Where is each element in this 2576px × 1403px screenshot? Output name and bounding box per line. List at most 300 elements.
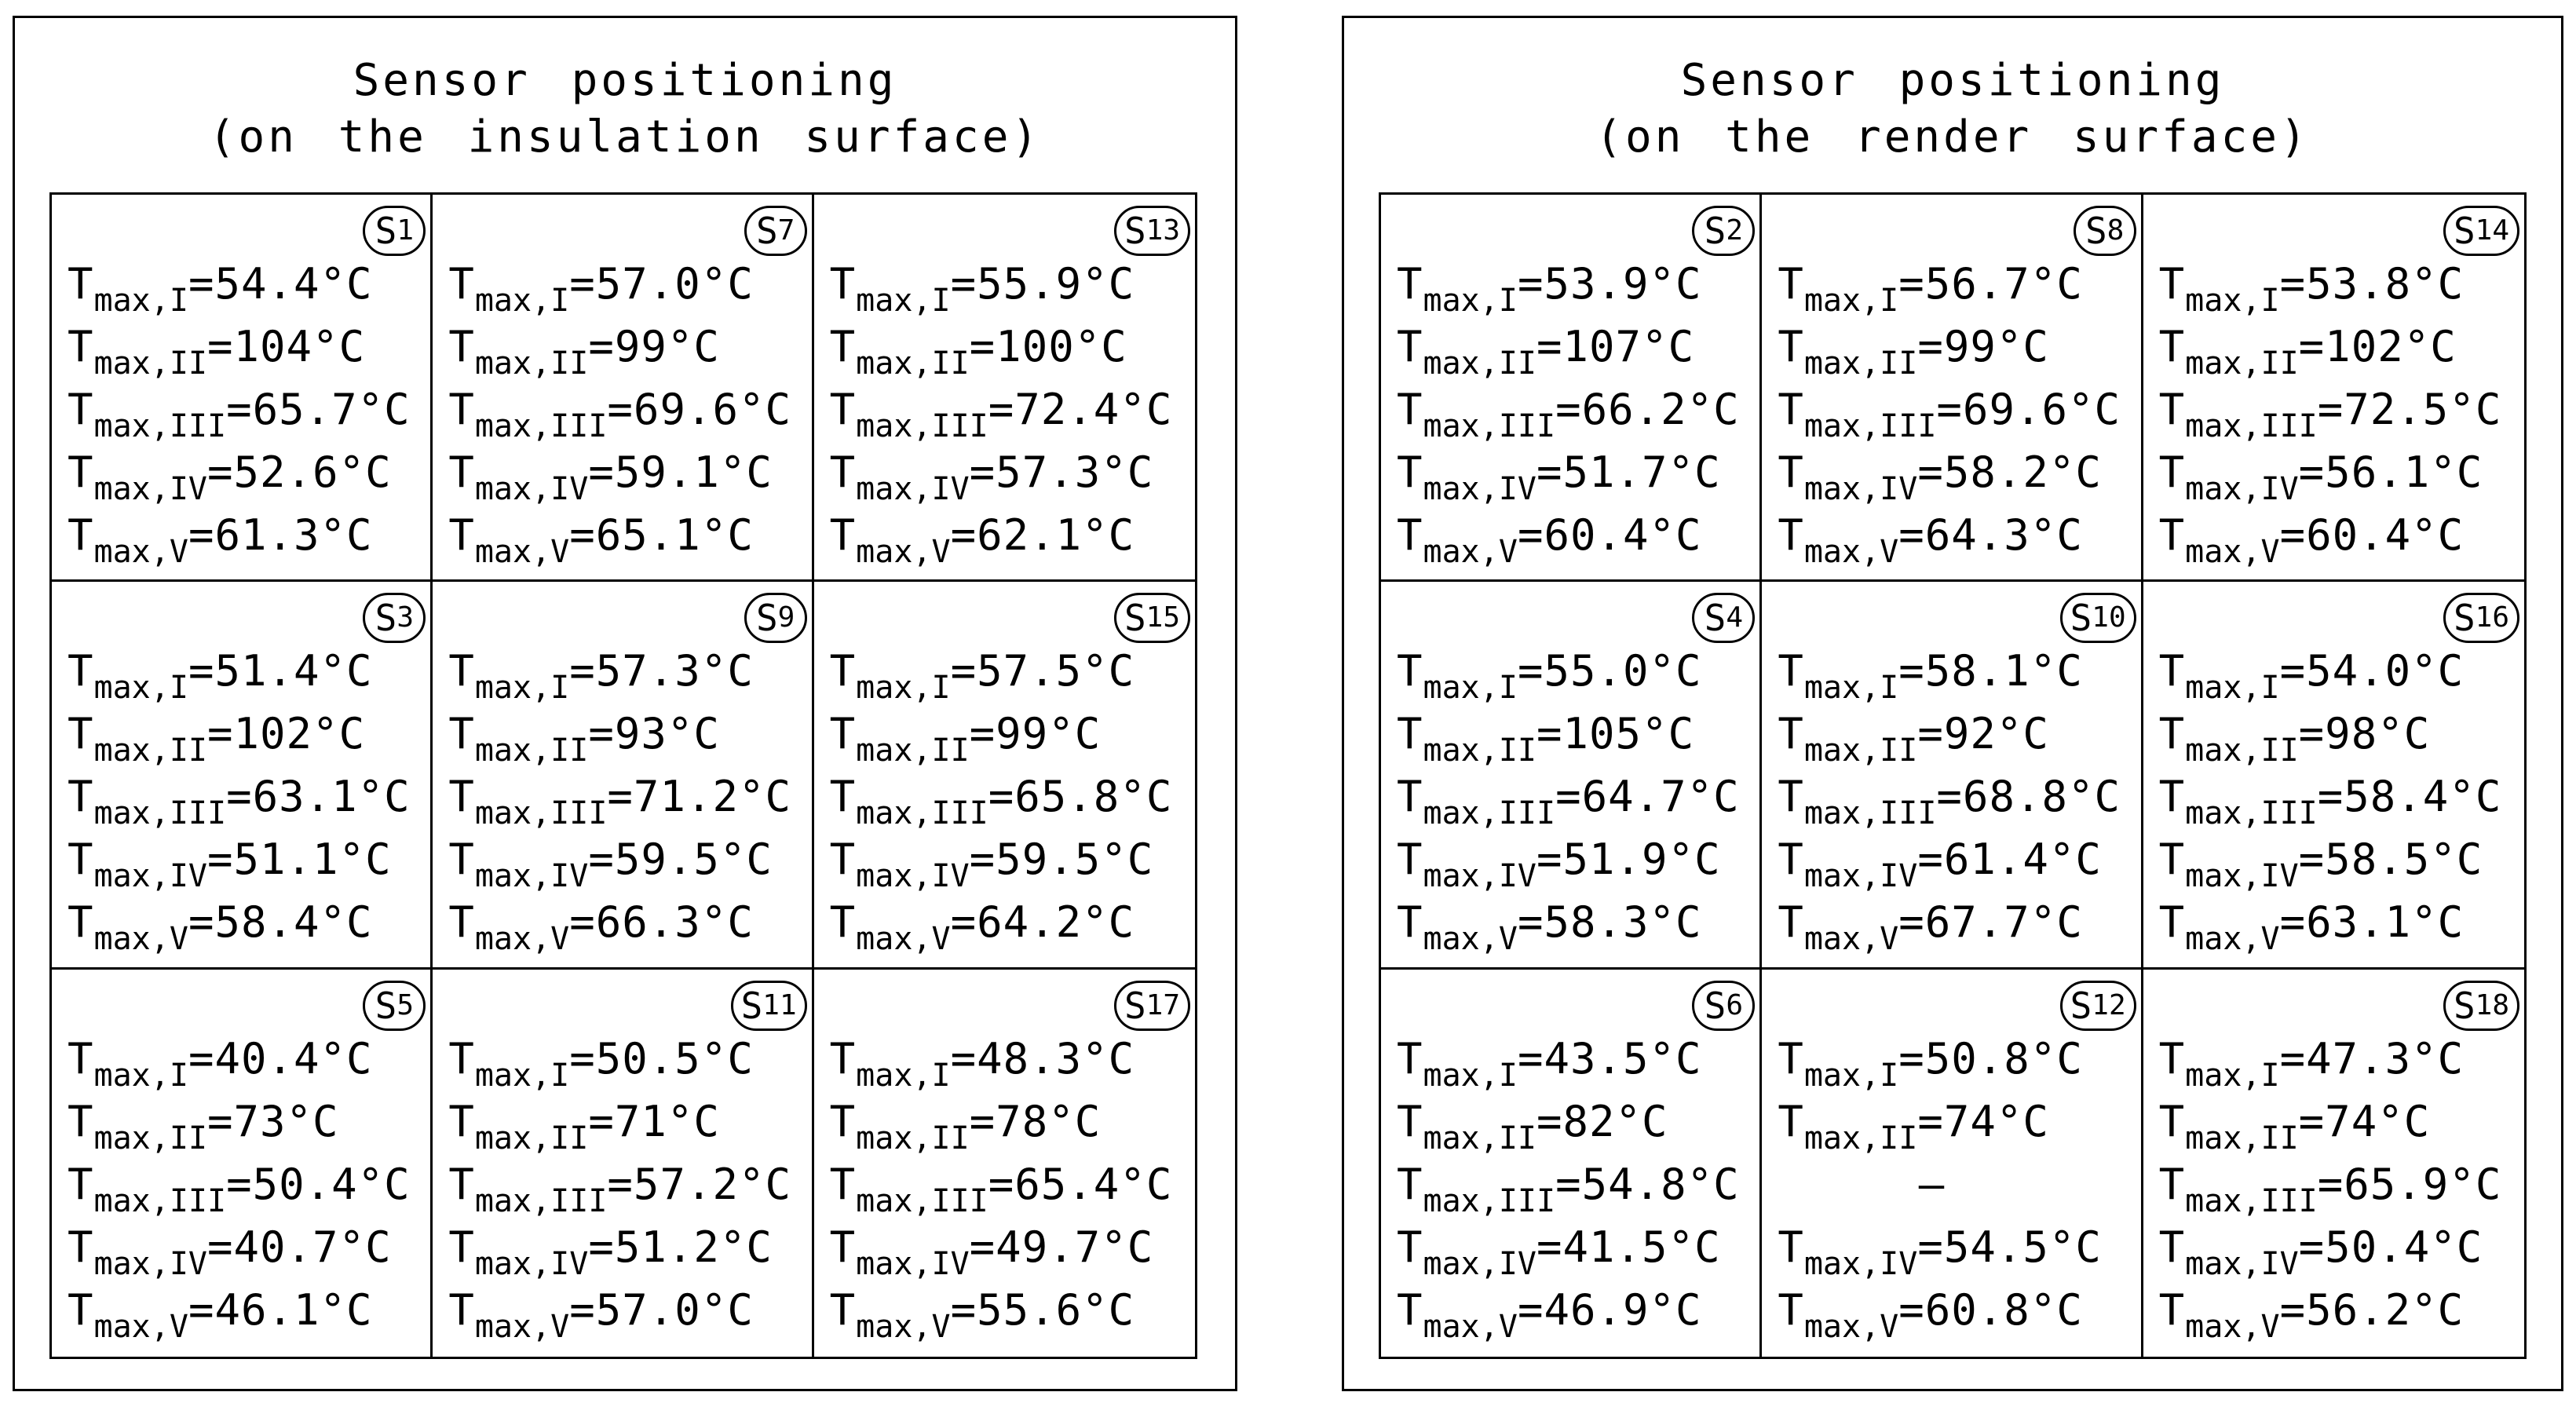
reading-subscript: max,III bbox=[2185, 1182, 2318, 1219]
temperature-reading: $T_{max,I}=55.0^\circ C$ bbox=[1397, 646, 1702, 707]
temperature-reading: $T_{max,II}=74^\circ C$ bbox=[1778, 1096, 2049, 1156]
temperature-reading: $T_{max,III}=65.8^\circ C$ bbox=[829, 772, 1173, 832]
sensor-label: S 6 bbox=[1692, 981, 1755, 1031]
reading-value: =71.2°C bbox=[607, 772, 791, 822]
temperature-reading: $T_{max,V}=60.4^\circ C$ bbox=[2158, 510, 2465, 570]
reading-subscript: max,III bbox=[1423, 408, 1556, 444]
reading-value: =65.7°C bbox=[226, 385, 411, 434]
reading-subscript: max,IV bbox=[1803, 858, 1918, 895]
reading-subscript: max,IV bbox=[1423, 1245, 1537, 1282]
sensor-cell bbox=[814, 195, 1195, 582]
reading-value: =43.5°C bbox=[1517, 1033, 1702, 1083]
reading-value: =72.5°C bbox=[2317, 385, 2502, 434]
reading-subscript: max,III bbox=[1423, 795, 1556, 832]
temperature-reading: $T_{max,V}=58.4^\circ C$ bbox=[68, 897, 373, 958]
reading-subscript: max,V bbox=[1803, 921, 1899, 958]
temperature-reading: $T_{max,IV}=51.7^\circ C$ bbox=[1397, 448, 1721, 507]
reading-value: =66.2°C bbox=[1555, 385, 1740, 434]
reading-value: =61.3°C bbox=[188, 510, 373, 560]
reading-subscript: max,I bbox=[1803, 670, 1899, 707]
temperature-reading: $T_{max,IV}=52.6^\circ C$ bbox=[68, 448, 392, 507]
reading-value: =50.4°C bbox=[226, 1159, 411, 1209]
sensor-cell bbox=[433, 195, 813, 582]
reading-subscript: max,IV bbox=[1423, 858, 1537, 895]
temperature-reading: $T_{max,I}=57.5^\circ C$ bbox=[829, 646, 1135, 707]
reading-value: =46.1°C bbox=[188, 1284, 373, 1335]
temperature-reading: $T_{max,IV}=61.4^\circ C$ bbox=[1778, 835, 2102, 895]
reading-value: =49.7°C bbox=[969, 1222, 1154, 1272]
temperature-reading: $T_{max,III}=65.4^\circ C$ bbox=[829, 1159, 1173, 1219]
temperature-reading: $T_{max,II}=104^\circ C$ bbox=[68, 322, 366, 382]
reading-subscript: max,V bbox=[2185, 1308, 2280, 1345]
sensor-cell bbox=[52, 195, 433, 582]
temperature-reading: $T_{max,II}=92^\circ C$ bbox=[1778, 709, 2049, 769]
temperature-reading: $T_{max,II}=105^\circ C$ bbox=[1397, 709, 1695, 769]
render-surface-panel bbox=[1342, 16, 2563, 1391]
reading-value: =62.1°C bbox=[950, 510, 1135, 560]
temperature-reading: $T_{max,IV}=58.2^\circ C$ bbox=[1778, 448, 2102, 507]
temperature-reading: $T_{max,I}=58.1^\circ C$ bbox=[1778, 646, 2083, 707]
reading-value: =99°C bbox=[588, 322, 720, 371]
temperature-reading: $T_{max,III}=72.5^\circ C$ bbox=[2158, 385, 2502, 444]
sensor-label: S 4 bbox=[1692, 593, 1755, 643]
temperature-reading: $T_{max,II}=99^\circ C$ bbox=[1778, 322, 2049, 382]
reading-value: =51.7°C bbox=[1536, 448, 1721, 497]
reading-value: =56.1°C bbox=[2298, 448, 2483, 497]
reading-subscript: max,III bbox=[2185, 795, 2318, 832]
reading-value: =98°C bbox=[2298, 709, 2431, 759]
reading-subscript: max,I bbox=[1803, 1057, 1899, 1094]
temperature-reading: $T_{max,II}=107^\circ C$ bbox=[1397, 322, 1695, 382]
readings-list bbox=[448, 1028, 803, 1345]
reading-subscript: max,IV bbox=[474, 471, 589, 507]
temperature-reading: $T_{max,III}=69.6^\circ C$ bbox=[1778, 385, 2121, 444]
insulation-surface-panel bbox=[13, 16, 1237, 1391]
readings-list bbox=[829, 640, 1187, 958]
sensor-number: 2 bbox=[1726, 214, 1744, 247]
reading-value: =56.2°C bbox=[2279, 1284, 2465, 1335]
sensor-label: S 9 bbox=[744, 593, 807, 643]
reading-value: =60.4°C bbox=[2279, 510, 2465, 560]
reading-subscript: max,II bbox=[2185, 1120, 2299, 1156]
reading-value: =58.4°C bbox=[2317, 772, 2502, 822]
reading-value: =58.1°C bbox=[1898, 646, 2083, 696]
sensor-number: 13 bbox=[1145, 214, 1180, 247]
reading-subscript: max,I bbox=[2185, 283, 2280, 319]
reading-subscript: max,II bbox=[474, 1120, 589, 1156]
reading-subscript: max,V bbox=[1423, 921, 1518, 958]
readings-list bbox=[1778, 253, 2132, 570]
temperature-reading: $T_{max,I}=54.4^\circ C$ bbox=[68, 259, 373, 319]
readings-list bbox=[2158, 640, 2516, 958]
reading-subscript: max,I bbox=[2185, 670, 2280, 707]
reading-subscript: max,I bbox=[93, 1057, 188, 1094]
reading-subscript: max,II bbox=[856, 733, 970, 769]
reading-subscript: max,I bbox=[93, 670, 188, 707]
temperature-reading: $T_{max,V}=67.7^\circ C$ bbox=[1778, 897, 2083, 958]
temperature-reading: $T_{max,II}=99^\circ C$ bbox=[829, 709, 1102, 769]
sensor-cell bbox=[2143, 970, 2524, 1357]
reading-value: =102°C bbox=[2298, 322, 2457, 371]
reading-subscript: max,IV bbox=[1803, 1245, 1918, 1282]
reading-value: =69.6°C bbox=[1936, 385, 2121, 434]
reading-subscript: max,III bbox=[856, 1182, 988, 1219]
reading-value: =57.2°C bbox=[607, 1159, 791, 1209]
temperature-reading: $T_{max,I}=57.0^\circ C$ bbox=[448, 259, 754, 319]
temperature-reading: $T_{max,V}=63.1^\circ C$ bbox=[2158, 897, 2465, 958]
reading-value: =59.5°C bbox=[588, 835, 773, 885]
reading-value: =65.4°C bbox=[988, 1159, 1173, 1209]
reading-value: =92°C bbox=[1917, 709, 2049, 759]
temperature-reading: $T_{max,V}=65.1^\circ C$ bbox=[448, 510, 754, 570]
reading-value: =48.3°C bbox=[950, 1033, 1135, 1083]
reading-value: =65.1°C bbox=[569, 510, 754, 560]
temperature-reading: $T_{max,III}=71.2^\circ C$ bbox=[448, 772, 791, 832]
reading-value: =58.3°C bbox=[1517, 897, 1702, 948]
reading-value: =102°C bbox=[207, 709, 366, 759]
reading-subscript: max,V bbox=[1803, 534, 1899, 570]
sensor-label: S 12 bbox=[2060, 981, 2136, 1031]
reading-value: =68.8°C bbox=[1936, 772, 2121, 822]
reading-subscript: max,I bbox=[474, 1057, 570, 1094]
temperature-reading: $T_{max,V}=61.3^\circ C$ bbox=[68, 510, 373, 570]
sensor-number: 18 bbox=[2475, 988, 2509, 1021]
reading-subscript: max,V bbox=[474, 921, 570, 958]
reading-value: =54.4°C bbox=[188, 259, 373, 309]
reading-subscript: max,I bbox=[856, 670, 951, 707]
temperature-reading: $T_{max,III}=64.7^\circ C$ bbox=[1397, 772, 1740, 832]
reading-value: =58.4°C bbox=[188, 897, 373, 948]
temperature-reading: $T_{max,V}=60.4^\circ C$ bbox=[1397, 510, 1702, 570]
reading-value: =74°C bbox=[2298, 1096, 2431, 1146]
temperature-reading: $T_{max,II}=102^\circ C$ bbox=[68, 709, 366, 769]
sensor-number: 6 bbox=[1726, 988, 1744, 1021]
temperature-reading: $T_{max,V}=58.3^\circ C$ bbox=[1397, 897, 1702, 958]
reading-subscript: max,V bbox=[1423, 1308, 1518, 1345]
reading-subscript: max,I bbox=[1423, 283, 1518, 319]
reading-subscript: max,I bbox=[474, 283, 570, 319]
reading-value: =46.9°C bbox=[1517, 1284, 1702, 1335]
reading-value: =65.9°C bbox=[2317, 1159, 2502, 1209]
temperature-reading: $T_{max,II}=71^\circ C$ bbox=[448, 1096, 720, 1156]
readings-list bbox=[68, 640, 422, 958]
temperature-reading: $T_{max,IV}=56.1^\circ C$ bbox=[2158, 448, 2483, 507]
sensor-label: S 11 bbox=[731, 981, 807, 1031]
sensor-number: 4 bbox=[1726, 601, 1744, 634]
reading-subscript: max,V bbox=[474, 534, 570, 570]
reading-value: =107°C bbox=[1536, 322, 1695, 371]
reading-value: =63.1°C bbox=[2279, 897, 2465, 948]
reading-value: =57.3°C bbox=[969, 448, 1154, 497]
reading-subscript: max,II bbox=[93, 345, 208, 382]
reading-value: =64.3°C bbox=[1898, 510, 2083, 560]
reading-subscript: max,III bbox=[856, 795, 988, 832]
reading-subscript: max,V bbox=[2185, 534, 2280, 570]
temperature-reading: $T_{max,I}=53.8^\circ C$ bbox=[2158, 259, 2465, 319]
readings-list bbox=[448, 640, 803, 958]
sensor-cell bbox=[1381, 970, 1762, 1357]
reading-value: =71°C bbox=[588, 1096, 720, 1146]
sensor-cell bbox=[814, 970, 1195, 1357]
temperature-reading: $T_{max,II}=82^\circ C$ bbox=[1397, 1096, 1668, 1156]
temperature-reading: $T_{max,IV}=50.4^\circ C$ bbox=[2158, 1222, 2483, 1282]
readings-list bbox=[1778, 1028, 2132, 1345]
sensor-label: S 5 bbox=[363, 981, 426, 1031]
readings-list bbox=[829, 253, 1187, 570]
reading-subscript: max,IV bbox=[2185, 858, 2299, 895]
sensor-number: 10 bbox=[2092, 601, 2126, 634]
reading-value: =67.7°C bbox=[1898, 897, 2083, 948]
temperature-reading: $T_{max,II}=102^\circ C$ bbox=[2158, 322, 2457, 382]
reading-value: =47.3°C bbox=[2279, 1033, 2465, 1083]
reading-subscript: max,I bbox=[1423, 670, 1518, 707]
reading-subscript: max,IV bbox=[856, 1245, 970, 1282]
temperature-reading: $T_{max,I}=54.0^\circ C$ bbox=[2158, 646, 2465, 707]
sensor-number: 5 bbox=[396, 988, 415, 1021]
reading-subscript: max,IV bbox=[856, 858, 970, 895]
reading-subscript: max,III bbox=[474, 1182, 608, 1219]
temperature-reading: $T_{max,IV}=51.9^\circ C$ bbox=[1397, 835, 1721, 895]
temperature-reading: $T_{max,III}=66.2^\circ C$ bbox=[1397, 385, 1740, 444]
temperature-reading: $T_{max,V}=55.6^\circ C$ bbox=[829, 1284, 1135, 1345]
reading-subscript: max,V bbox=[474, 1308, 570, 1345]
reading-value: =53.8°C bbox=[2279, 259, 2465, 309]
panel-title bbox=[1344, 53, 2561, 166]
temperature-reading: $T_{max,V}=62.1^\circ C$ bbox=[829, 510, 1135, 570]
reading-subscript: max,II bbox=[1803, 733, 1918, 769]
reading-value: =65.8°C bbox=[988, 772, 1173, 822]
reading-subscript: max,III bbox=[856, 408, 988, 444]
reading-subscript: max,V bbox=[93, 921, 188, 958]
reading-value: =51.1°C bbox=[207, 835, 392, 885]
reading-subscript: max,IV bbox=[1423, 471, 1537, 507]
reading-subscript: max,V bbox=[2185, 921, 2280, 958]
reading-subscript: max,III bbox=[474, 408, 608, 444]
sensor-number: 15 bbox=[1145, 601, 1180, 634]
temperature-reading: $T_{max,I}=43.5^\circ C$ bbox=[1397, 1033, 1702, 1094]
sensor-label: S 16 bbox=[2443, 593, 2519, 643]
sensor-cell bbox=[1762, 195, 2143, 582]
temperature-reading: $T_{max,III}=65.9^\circ C$ bbox=[2158, 1159, 2502, 1219]
reading-value: =82°C bbox=[1536, 1096, 1668, 1146]
reading-subscript: max,III bbox=[474, 795, 608, 832]
sensor-label: S 1 bbox=[363, 206, 426, 256]
sensor-grid bbox=[49, 192, 1197, 1359]
reading-value: =93°C bbox=[588, 709, 720, 759]
temperature-reading: $T_{max,V}=66.3^\circ C$ bbox=[448, 897, 754, 958]
reading-subscript: max,V bbox=[856, 921, 951, 958]
sensor-number: 14 bbox=[2475, 214, 2509, 247]
sensor-cell bbox=[1381, 195, 1762, 582]
reading-subscript: max,III bbox=[1423, 1182, 1556, 1219]
temperature-reading: $T_{max,III}=72.4^\circ C$ bbox=[829, 385, 1173, 444]
sensor-number: 1 bbox=[396, 214, 415, 247]
reading-subscript: max,III bbox=[1803, 408, 1937, 444]
temperature-reading: $T_{max,V}=57.0^\circ C$ bbox=[448, 1284, 754, 1345]
sensor-label: S 18 bbox=[2443, 981, 2519, 1031]
reading-subscript: max,IV bbox=[93, 1245, 208, 1282]
temperature-reading: $T_{max,I}=40.4^\circ C$ bbox=[68, 1033, 373, 1094]
sensor-label: S 3 bbox=[363, 593, 426, 643]
reading-value: =104°C bbox=[207, 322, 366, 371]
sensor-label: S 10 bbox=[2060, 593, 2136, 643]
reading-value: =59.1°C bbox=[588, 448, 773, 497]
reading-value: =56.7°C bbox=[1898, 259, 2083, 309]
temperature-reading: $T_{max,II}=100^\circ C$ bbox=[829, 322, 1127, 382]
temperature-reading: $T_{max,V}=64.2^\circ C$ bbox=[829, 897, 1135, 958]
temperature-reading: $T_{max,I}=55.9^\circ C$ bbox=[829, 259, 1135, 319]
reading-subscript: max,V bbox=[856, 1308, 951, 1345]
no-data-dash: – bbox=[1918, 1159, 1946, 1209]
reading-subscript: max,IV bbox=[1803, 471, 1918, 507]
readings-list bbox=[1778, 640, 2132, 958]
reading-value: =57.0°C bbox=[569, 259, 754, 309]
reading-subscript: max,II bbox=[1803, 1120, 1918, 1156]
reading-value: =64.2°C bbox=[950, 897, 1135, 948]
reading-value: =52.6°C bbox=[207, 448, 392, 497]
sensor-cell bbox=[433, 582, 813, 969]
temperature-reading: $T_{max,IV}=58.5^\circ C$ bbox=[2158, 835, 2483, 895]
sensor-cell bbox=[433, 970, 813, 1357]
sensor-cell bbox=[52, 582, 433, 969]
reading-subscript: max,II bbox=[93, 1120, 208, 1156]
temperature-reading: $T_{max,V}=46.1^\circ C$ bbox=[68, 1284, 373, 1345]
temperature-reading: $T_{max,II}=93^\circ C$ bbox=[448, 709, 720, 769]
reading-value: =53.9°C bbox=[1517, 259, 1702, 309]
reading-value: =40.7°C bbox=[207, 1222, 392, 1272]
sensor-label: S 15 bbox=[1114, 593, 1190, 643]
reading-value: =72.4°C bbox=[988, 385, 1173, 434]
readings-list bbox=[68, 1028, 422, 1345]
sensor-label: S 2 bbox=[1692, 206, 1755, 256]
reading-value: =60.8°C bbox=[1898, 1284, 2083, 1335]
sensor-number: 8 bbox=[2106, 214, 2125, 247]
temperature-reading: $T_{max,IV}=59.5^\circ C$ bbox=[829, 835, 1154, 895]
temperature-reading: $T_{max,II}=99^\circ C$ bbox=[448, 322, 720, 382]
temperature-reading: $T_{max,III}=65.7^\circ C$ bbox=[68, 385, 411, 444]
sensor-number: 12 bbox=[2092, 988, 2126, 1021]
reading-subscript: max,III bbox=[93, 1182, 227, 1219]
reading-subscript: max,V bbox=[1803, 1308, 1899, 1345]
temperature-reading: $T_{max,IV}=51.1^\circ C$ bbox=[68, 835, 392, 895]
reading-value: =63.1°C bbox=[226, 772, 411, 822]
temperature-reading: $T_{max,III}=57.2^\circ C$ bbox=[448, 1159, 791, 1219]
reading-subscript: max,III bbox=[93, 795, 227, 832]
sensor-number: 7 bbox=[777, 214, 795, 247]
readings-list bbox=[1397, 1028, 1752, 1345]
sensor-number: 11 bbox=[762, 988, 797, 1021]
reading-value: =41.5°C bbox=[1536, 1222, 1721, 1272]
readings-list bbox=[1397, 253, 1752, 570]
reading-value: =59.5°C bbox=[969, 835, 1154, 885]
sensor-number: 16 bbox=[2475, 601, 2509, 634]
reading-subscript: max,V bbox=[93, 534, 188, 570]
reading-subscript: max,II bbox=[1423, 733, 1537, 769]
reading-subscript: max,II bbox=[93, 733, 208, 769]
reading-value: =99°C bbox=[969, 709, 1102, 759]
reading-value: =50.4°C bbox=[2298, 1222, 2483, 1272]
reading-subscript: max,IV bbox=[2185, 471, 2299, 507]
reading-subscript: max,V bbox=[1423, 534, 1518, 570]
sensor-cell bbox=[1381, 582, 1762, 969]
reading-value: =50.5°C bbox=[569, 1033, 754, 1083]
temperature-reading: $T_{max,IV}=49.7^\circ C$ bbox=[829, 1222, 1154, 1282]
temperature-reading: $T_{max,I}=56.7^\circ C$ bbox=[1778, 259, 2083, 319]
reading-value: =78°C bbox=[969, 1096, 1102, 1146]
sensor-number: 17 bbox=[1145, 988, 1180, 1021]
reading-subscript: max,III bbox=[1803, 795, 1937, 832]
reading-value: =55.9°C bbox=[950, 259, 1135, 309]
readings-list bbox=[68, 253, 422, 570]
temperature-reading: $T_{max,III}=58.4^\circ C$ bbox=[2158, 772, 2502, 832]
reading-subscript: max,V bbox=[856, 534, 951, 570]
sensor-cell bbox=[814, 582, 1195, 969]
reading-value: =50.8°C bbox=[1898, 1033, 2083, 1083]
sensor-label: S 7 bbox=[744, 206, 807, 256]
temperature-reading: $T_{max,IV}=41.5^\circ C$ bbox=[1397, 1222, 1721, 1282]
sensor-cell bbox=[1762, 582, 2143, 969]
reading-subscript: max,I bbox=[856, 283, 951, 319]
temperature-reading: $T_{max,IV}=51.2^\circ C$ bbox=[448, 1222, 773, 1282]
temperature-reading: $T_{max,III}=68.8^\circ C$ bbox=[1778, 772, 2121, 832]
reading-subscript: max,II bbox=[1423, 345, 1537, 382]
temperature-reading: $T_{max,I}=50.8^\circ C$ bbox=[1778, 1033, 2083, 1094]
temperature-reading: $T_{max,II}=98^\circ C$ bbox=[2158, 709, 2431, 769]
reading-value: =54.5°C bbox=[1917, 1222, 2102, 1272]
readings-list bbox=[448, 253, 803, 570]
reading-value: =69.6°C bbox=[607, 385, 791, 434]
temperature-reading: $T_{max,V}=64.3^\circ C$ bbox=[1778, 510, 2083, 570]
reading-value: =55.6°C bbox=[950, 1284, 1135, 1335]
temperature-reading: $T_{max,I}=57.3^\circ C$ bbox=[448, 646, 754, 707]
readings-list bbox=[829, 1028, 1187, 1345]
reading-value: =99°C bbox=[1917, 322, 2049, 371]
reading-subscript: max,IV bbox=[474, 858, 589, 895]
reading-subscript: max,II bbox=[474, 733, 589, 769]
panel-title-line1: Sensor positioning bbox=[1680, 55, 2225, 106]
temperature-reading: $T_{max,III}=69.6^\circ C$ bbox=[448, 385, 791, 444]
panel-title bbox=[15, 53, 1235, 166]
temperature-reading: $T_{max,IV}=59.1^\circ C$ bbox=[448, 448, 773, 507]
reading-value: =40.4°C bbox=[188, 1033, 373, 1083]
reading-value: =64.7°C bbox=[1555, 772, 1740, 822]
temperature-reading: $T_{max,I}=48.3^\circ C$ bbox=[829, 1033, 1135, 1094]
reading-value: =51.4°C bbox=[188, 646, 373, 696]
reading-subscript: max,I bbox=[1423, 1057, 1518, 1094]
reading-subscript: max,II bbox=[1423, 1120, 1537, 1156]
temperature-reading: $T_{max,III}=54.8^\circ C$ bbox=[1397, 1159, 1740, 1219]
reading-value: =57.3°C bbox=[569, 646, 754, 696]
temperature-reading: $T_{max,V}=46.9^\circ C$ bbox=[1397, 1284, 1702, 1345]
temperature-reading: $T_{max,I}=53.9^\circ C$ bbox=[1397, 259, 1702, 319]
reading-value: =73°C bbox=[207, 1096, 339, 1146]
reading-value: =58.5°C bbox=[2298, 835, 2483, 885]
temperature-reading: $T_{max,IV}=57.3^\circ C$ bbox=[829, 448, 1154, 507]
reading-value: =66.3°C bbox=[569, 897, 754, 948]
panel-title-line2: (on the render surface) bbox=[1595, 111, 2310, 163]
temperature-reading: $T_{max,IV}=59.5^\circ C$ bbox=[448, 835, 773, 895]
readings-list bbox=[1397, 640, 1752, 958]
readings-list bbox=[2158, 253, 2516, 570]
reading-subscript: max,I bbox=[1803, 283, 1899, 319]
reading-subscript: max,I bbox=[856, 1057, 951, 1094]
temperature-reading: $T_{max,IV}=40.7^\circ C$ bbox=[68, 1222, 392, 1282]
sensor-label: S 17 bbox=[1114, 981, 1190, 1031]
sensor-label: S 13 bbox=[1114, 206, 1190, 256]
sensor-grid bbox=[1379, 192, 2527, 1359]
readings-list bbox=[2158, 1028, 2516, 1345]
temperature-reading: $T_{max,I}=51.4^\circ C$ bbox=[68, 646, 373, 707]
